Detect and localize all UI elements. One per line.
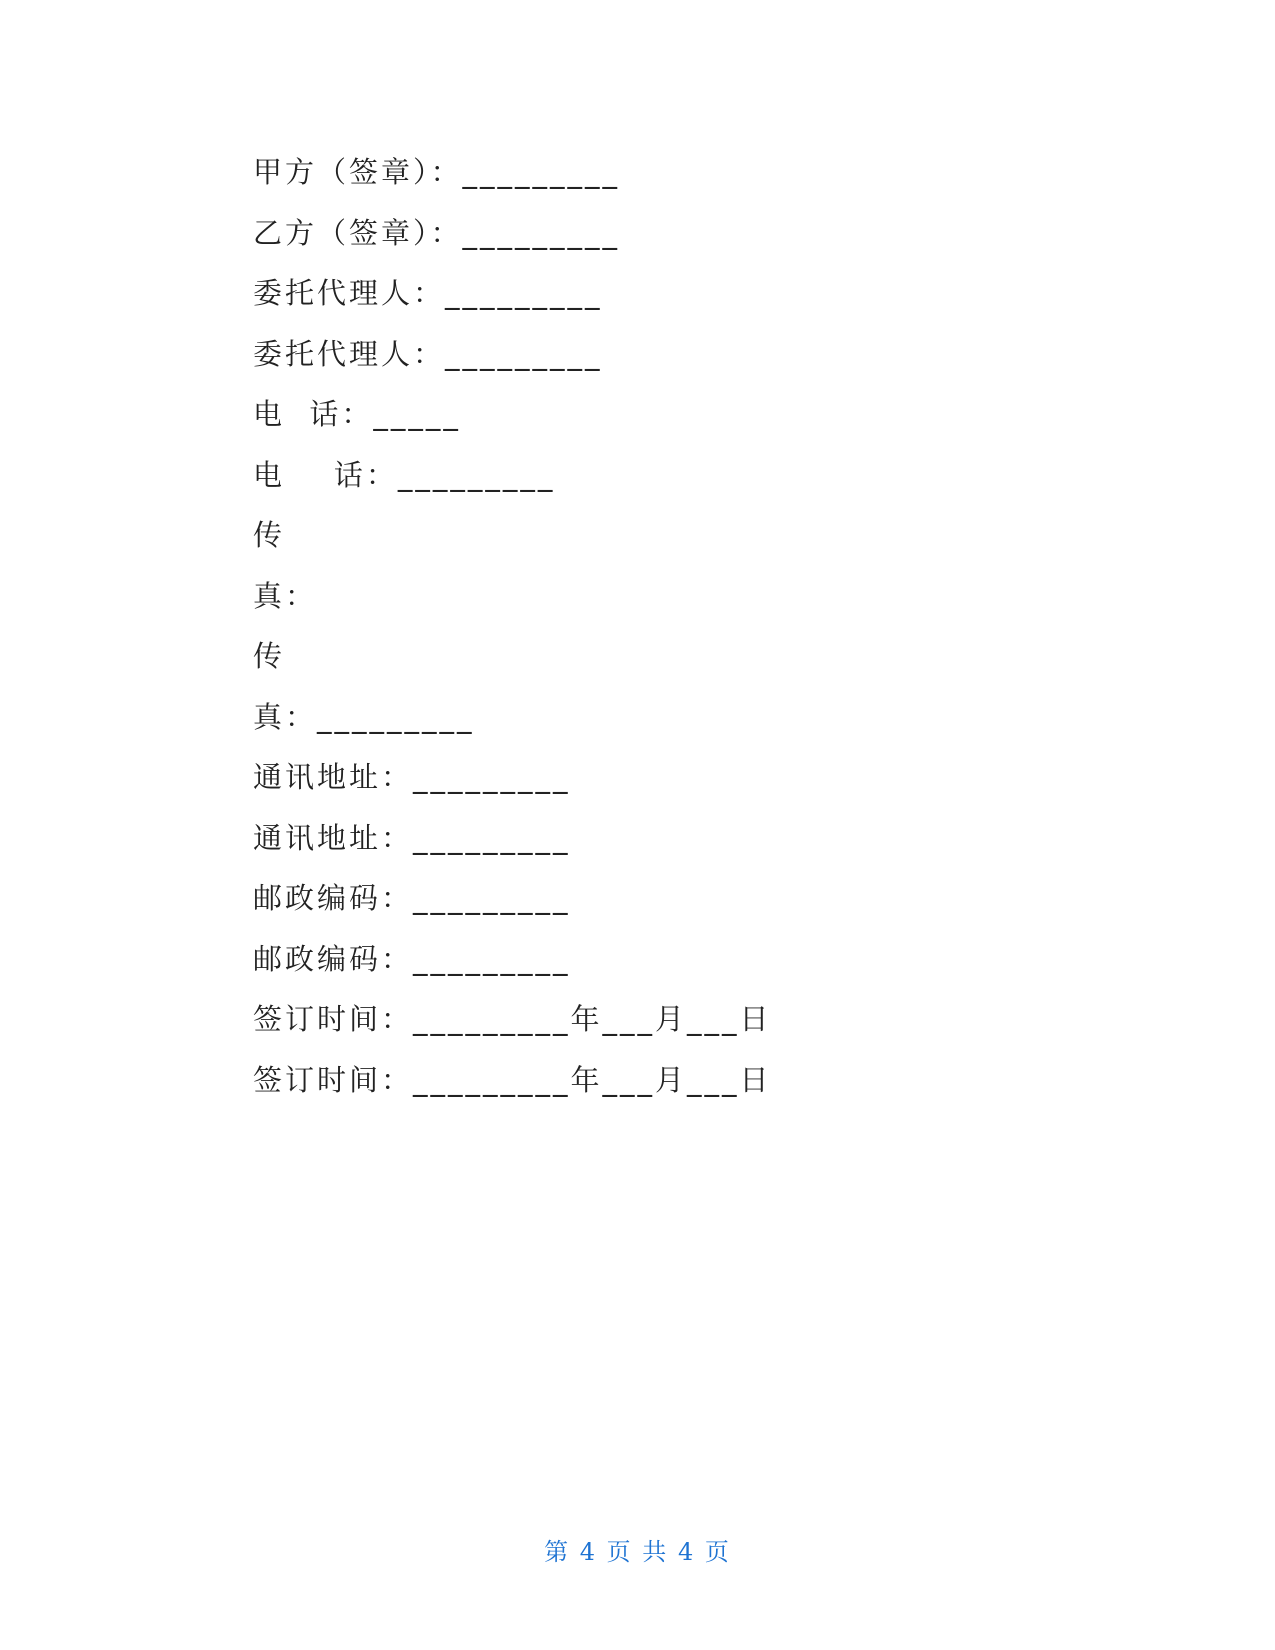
address-line-b: 通讯地址：_________: [253, 820, 571, 855]
signature-block: [253, 142, 1053, 1110]
phone-line-a: 电 话：_____: [253, 397, 461, 431]
agent-line-b: 委托代理人：_________: [253, 336, 603, 371]
fax-line-b-part2: 真：_________: [253, 699, 475, 734]
agent-line-a: 委托代理人：_________: [253, 276, 603, 310]
party-a-signature-line: 甲方（签章）：_________: [253, 155, 621, 189]
phone-line-b: 电 话：_________: [253, 457, 556, 492]
fax-line-a-part1: 传: [253, 518, 286, 552]
fax-line-b-part1: 传: [253, 639, 286, 673]
party-b-signature-line: 乙方（签章）：_________: [253, 215, 621, 250]
page-number-footer: 第 4 页 共 4 页: [544, 1538, 731, 1566]
address-line-a: 通讯地址：_________: [253, 760, 571, 794]
fax-line-a-part2: 真：: [253, 578, 318, 613]
postal-code-line-a: 邮政编码：_________: [253, 881, 571, 915]
postal-code-line-b: 邮政编码：_________: [253, 941, 571, 976]
signing-date-line-a: 签订时间：_________年___月___日: [253, 1002, 772, 1036]
signing-date-line-b: 签订时间：_________年___月___日: [253, 1062, 772, 1097]
